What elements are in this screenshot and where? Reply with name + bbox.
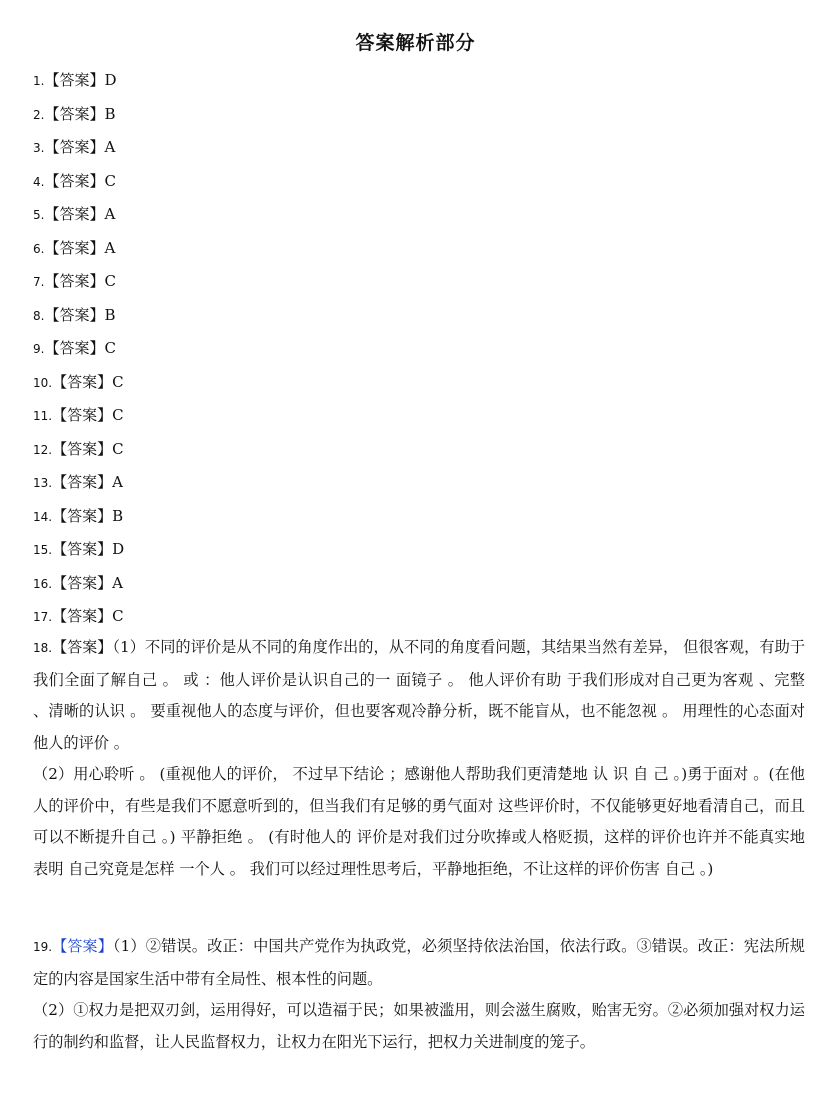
answer-number: 8 xyxy=(33,308,41,323)
answer-item xyxy=(33,536,813,570)
answer-tag: 【答案】 xyxy=(52,506,113,525)
answer-tag: 【答案】 xyxy=(44,171,105,190)
answer-item xyxy=(33,235,813,269)
answer-separator: . xyxy=(48,543,53,557)
answer-number: 4 xyxy=(33,174,41,189)
answer-tag: 【答案】 xyxy=(52,607,113,625)
answer-tag: 【答案】 xyxy=(44,104,105,123)
answer-separator: . xyxy=(48,641,53,655)
answer-tag: 【答案】 xyxy=(52,372,113,391)
answer-separator: . xyxy=(48,610,53,624)
answer-tag: 【答案】 xyxy=(44,138,105,156)
answer-number: 12 xyxy=(33,442,49,457)
answer-value: C xyxy=(112,439,124,458)
answer-19-part1 xyxy=(33,931,805,995)
answer-value: D xyxy=(112,540,125,558)
answer-separator: . xyxy=(40,241,45,256)
page-title: 答案解析部分 xyxy=(355,32,476,54)
answer-tag: 【答案】 xyxy=(52,937,113,955)
answer-18-part2: （2）用心聆听 。 (重视他人的评价， 不过早下结论 ；感谢他人帮助我们更清楚地 认 识 自 己 。)勇于面对 。(在他人的评价中，有些是我们不愿意听到的，但当我们有足够的勇气面对 这些评价时，不仅能够更好地看清自己，而且可以不断提升自己 。) 平静拒绝 。 (有时他人的 评价是对我们过分吹捧或人格贬损，这样的评价也许并不能真实地表明 自己究竟是怎样 一个人 。 我们可以经过理性思考后，平静地拒绝，不让这样的评价伤害 自己 。) xyxy=(33,765,805,878)
answer-tag: 【答案】 xyxy=(44,305,105,324)
answer-tag: 【答案】 xyxy=(44,339,105,357)
answer-18-block xyxy=(33,632,805,885)
answer-separator: . xyxy=(48,375,53,390)
answer-value: C xyxy=(104,339,116,357)
answer-value: B xyxy=(112,506,124,525)
answer-tag: 【答案】 xyxy=(44,272,105,290)
answer-item xyxy=(33,101,813,135)
answer-tag: 【答案】 xyxy=(52,573,113,592)
answer-tag: 【答案】 xyxy=(52,473,113,491)
answer-value: B xyxy=(104,104,116,123)
answer-value: D xyxy=(104,71,117,89)
answer-number: 6 xyxy=(33,241,41,256)
answer-number: 7 xyxy=(33,275,41,289)
answer-value: C xyxy=(104,171,116,190)
answer-separator: . xyxy=(40,275,45,289)
answer-item xyxy=(33,469,813,503)
answer-number: 10 xyxy=(33,375,49,390)
answer-separator: . xyxy=(40,174,45,189)
answer-value: C xyxy=(112,372,124,391)
answer-number: 18 xyxy=(33,641,49,655)
answer-item xyxy=(33,201,813,235)
answer-19-block xyxy=(33,931,805,1058)
answer-number: 1 xyxy=(33,74,41,88)
answer-item xyxy=(33,67,813,101)
answer-19-part1-text: （1）②错误。改正：中国共产党作为执政党，必须坚持依法治国，依法行政。③错误。改正：宪法所规定的内容是国家生活中带有全局性、根本性的问题。 xyxy=(33,937,805,988)
answer-number: 17 xyxy=(33,610,49,624)
answer-separator: . xyxy=(48,442,53,457)
answer-number: 11 xyxy=(33,409,49,423)
answer-separator: . xyxy=(40,74,45,88)
answer-tag: 【答案】 xyxy=(44,205,105,223)
answer-number: 13 xyxy=(33,476,49,490)
answer-number: 2 xyxy=(33,107,41,122)
answer-item xyxy=(33,369,813,403)
answer-value: C xyxy=(112,607,124,625)
answer-separator: . xyxy=(48,409,53,423)
answer-value: A xyxy=(104,238,116,257)
answer-separator: . xyxy=(40,342,45,356)
answer-item xyxy=(33,268,813,302)
short-answer-list xyxy=(33,67,813,637)
answer-value: C xyxy=(112,406,124,424)
answer-number: 16 xyxy=(33,576,49,591)
answer-value: A xyxy=(104,205,116,223)
answer-number: 3 xyxy=(33,141,41,155)
answer-number: 9 xyxy=(33,342,41,356)
answer-value: B xyxy=(104,305,116,324)
answer-number: 19 xyxy=(33,940,49,954)
answer-number: 14 xyxy=(33,509,49,524)
answer-item xyxy=(33,302,813,336)
answer-separator: . xyxy=(48,576,53,591)
answer-separator: . xyxy=(48,509,53,524)
answer-separator: . xyxy=(40,308,45,323)
answer-item xyxy=(33,503,813,537)
answer-item xyxy=(33,134,813,168)
answer-item xyxy=(33,168,813,202)
answer-tag: 【答案】 xyxy=(52,540,113,558)
answer-value: A xyxy=(112,573,123,592)
answer-item xyxy=(33,402,813,436)
answer-separator: . xyxy=(40,107,45,122)
answer-separator: . xyxy=(48,476,53,490)
answer-tag: 【答案】 xyxy=(52,406,113,424)
answer-19-part2: （2）①权力是把双刃剑，运用得好，可以造福于民；如果被滥用，则会滋生腐败，贻害无穷。②必须加强对权力运行的制约和监督，让人民监督权力，让权力在阳光下运行，把权力关进制度的笼子。 xyxy=(33,1001,805,1051)
answer-tag: 【答案】 xyxy=(52,439,113,458)
answer-number: 5 xyxy=(33,208,41,222)
answer-separator: . xyxy=(40,208,45,222)
answer-item xyxy=(33,335,813,369)
answer-separator: . xyxy=(48,940,53,954)
answer-item xyxy=(33,436,813,470)
answer-18-part1-text: （1）不同的评价是从不同的角度作出的，从不同的角度看问题，其结果当然有差异， 但很客观，有助于我们全面了解自己 。 或 ：他人评价是认识自己的一 面镜子 。 他人评价有助 于我们形成对自己更为客观 、完整 、清晰的认识 。 要重视他人的态度与评价，但也要客观冷静分析，既不能盲从，也不能忽视 。 用理性的心态面对他人的评价 。 xyxy=(33,638,806,752)
answer-tag: 【答案】 xyxy=(44,71,105,89)
answer-tag: 【答案】 xyxy=(52,638,113,656)
answer-18-part1 xyxy=(33,632,805,759)
answer-tag: 【答案】 xyxy=(44,238,105,257)
answer-value: A xyxy=(112,473,123,491)
answer-separator: . xyxy=(40,141,45,155)
answer-value: C xyxy=(104,272,116,290)
answer-item xyxy=(33,570,813,604)
answer-value: A xyxy=(104,138,116,156)
answer-number: 15 xyxy=(33,543,49,557)
